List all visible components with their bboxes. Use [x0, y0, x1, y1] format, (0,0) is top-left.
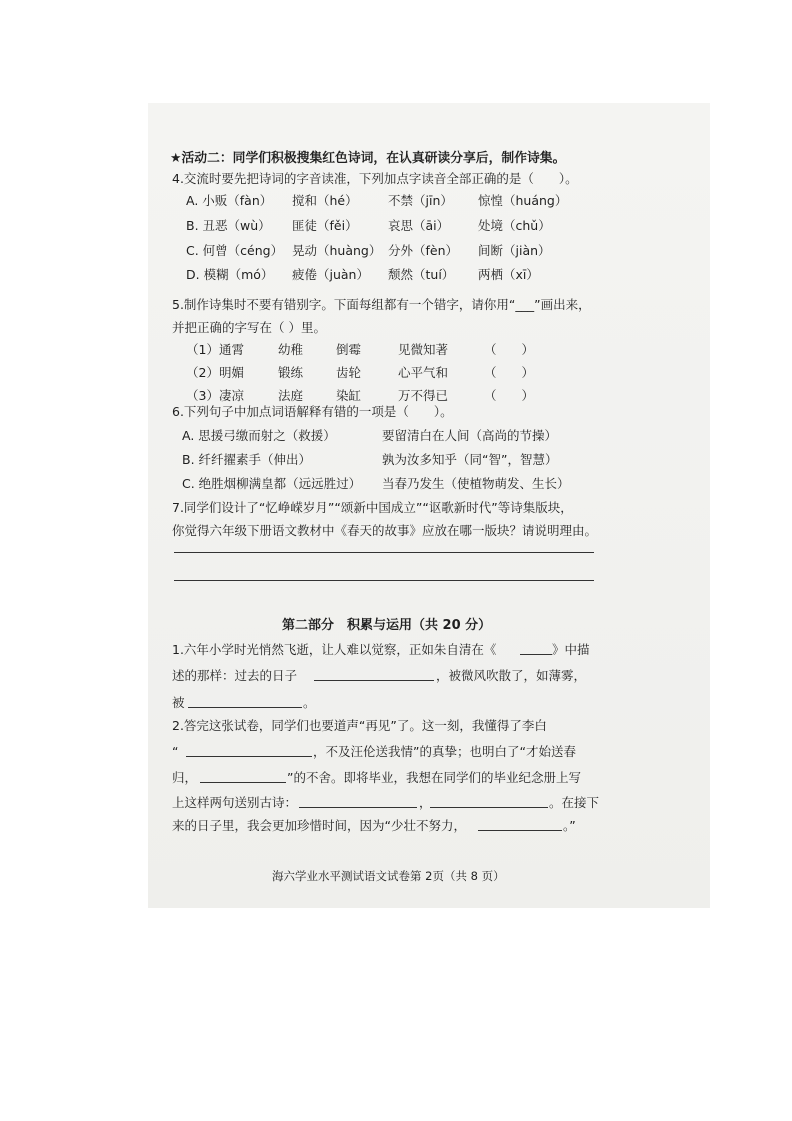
part2-q1-line3b: 。	[303, 695, 316, 710]
part2-title: 第二部分 积累与运用（共 20 分）	[282, 618, 492, 633]
q4-option-b-4: 处境（chǔ）	[478, 218, 551, 233]
q4-option-d-4: 两栖（xī）	[478, 267, 539, 282]
q5-row2-word2: 锻练	[278, 365, 304, 380]
part2-q2-line2b: ，不及汪伦送我情”的真挚；也明白了“才始送春	[313, 744, 576, 759]
q4-option-c-3: 分外（fèn）	[388, 243, 459, 258]
q5-row3-answer-box[interactable]: （ ）	[484, 388, 535, 403]
part2-q2-line2a: “	[172, 744, 179, 759]
part2-q2-line3a: 归，	[172, 770, 198, 785]
q6-option-b-right: 孰为汝多知乎（同“智”，智慧）	[382, 452, 558, 467]
part2-q2-blank4[interactable]	[430, 807, 548, 808]
q4-option-d-1: D. 模糊（mó）	[186, 267, 274, 282]
part2-q2-blank5[interactable]	[478, 830, 562, 831]
part2-q1-line1a: 1.六年小学时光悄然飞逝，让人难以觉察，正如朱自清在《	[172, 642, 497, 657]
q4-option-c-2: 晃动（huàng）	[292, 243, 382, 258]
q4-option-a-4: 惊惶（huáng）	[478, 193, 568, 208]
q5-row3-word2: 法庭	[278, 388, 304, 403]
part2-q2-line5a: 来的日子里，我会更加珍惜时间，因为“少壮不努力，	[172, 818, 466, 833]
q6-option-c-right: 当春乃发生（使植物萌发、生长）	[382, 476, 570, 491]
part2-q1-line1b: 》中描	[552, 642, 590, 657]
q6-option-c-left: C. 绝胜烟柳满皇都（远远胜过）	[182, 476, 362, 491]
part2-q1-line3a: 被	[172, 695, 185, 710]
q4-stem: 4.交流时要先把诗词的字音读准，下列加点字读音全部正确的是（ ）。	[172, 171, 578, 186]
part2-q1-blank2[interactable]	[314, 680, 434, 681]
q5-row2-word4: 心平气和	[398, 365, 449, 380]
q4-option-c-4: 间断（jiàn）	[478, 243, 551, 258]
q5-row2-word3: 齿轮	[336, 365, 362, 380]
q5-row1-word3: 倒霉	[336, 342, 362, 357]
q5-stem-line1: 5.制作诗集时不要有错别字。下面每组都有一个错字，请你用“___”画出来，	[172, 297, 591, 312]
part2-q2-blank3[interactable]	[299, 807, 417, 808]
q4-option-c-1: C. 何曾（céng）	[186, 243, 284, 258]
part2-q2-line4b: ，	[419, 795, 432, 810]
q7-answer-line-1[interactable]	[174, 552, 594, 553]
q5-row3-word3: 染缸	[336, 388, 362, 403]
q6-option-a-right: 要留清白在人间（高尚的节操）	[382, 428, 558, 443]
page-footer: 海六学业水平测试语文试卷第 2页（共 8 页）	[272, 869, 505, 883]
part2-q2-blank1[interactable]	[186, 756, 312, 757]
q4-option-b-3: 哀思（āi）	[388, 218, 450, 233]
q6-option-a-left: A. 思援弓缴而射之（救援）	[182, 428, 336, 443]
part2-q2-line5b: 。”	[563, 818, 576, 833]
q5-row1-word2: 幼稚	[278, 342, 304, 357]
q4-option-a-1: A. 小贩（fàn）	[186, 193, 273, 208]
q5-stem-line2: 并把正确的字写在（ ）里。	[172, 320, 326, 335]
part2-q2-line3b: ”的不舍。即将毕业，我想在同学们的毕业纪念册上写	[287, 770, 581, 785]
part2-q2-line1: 2.答完这张试卷，同学们也要道声“再见”了。这一刻，我懂得了李白	[172, 718, 547, 733]
q4-option-d-2: 疲倦（juàn）	[292, 267, 369, 282]
q5-row2-answer-box[interactable]: （ ）	[484, 365, 535, 380]
q5-row2-word1: （2）明媚	[186, 365, 244, 380]
q7-line2: 你觉得六年级下册语文教材中《春天的故事》应放在哪一版块？请说明理由。	[172, 523, 598, 538]
part2-q2-line4a: 上这样两句送别古诗：	[172, 795, 298, 810]
q5-row1-word1: （1）通霄	[186, 342, 244, 357]
q7-line1: 7.同学们设计了“忆峥嵘岁月”“颂新中国成立”“讴歌新时代”等诗集版块，	[172, 500, 573, 515]
q5-row3-word4: 万不得已	[398, 388, 449, 403]
activity2-heading: ★活动二：同学们积极搜集红色诗词，在认真研读分享后，制作诗集。	[170, 151, 566, 166]
q5-row3-word1: （3）凄凉	[186, 388, 244, 403]
q4-option-b-1: B. 丑恶（wù）	[186, 218, 271, 233]
part2-q2-blank2[interactable]	[200, 782, 286, 783]
q5-row1-word4: 见微知著	[398, 342, 449, 357]
q6-stem: 6.下列句子中加点词语解释有错的一项是（ ）。	[172, 404, 453, 419]
q4-option-d-3: 颓然（tuí）	[388, 267, 455, 282]
q7-answer-line-2[interactable]	[174, 580, 594, 581]
q4-option-a-3: 不禁（jīn）	[388, 193, 453, 208]
q4-option-b-2: 匪徒（fěi）	[292, 218, 358, 233]
part2-q1-line2a: 述的那样：过去的日子	[172, 668, 298, 683]
part2-q1-blank3[interactable]	[188, 707, 302, 708]
part2-q1-blank1[interactable]	[520, 654, 552, 655]
part2-q1-line2b: ，被微风吹散了，如薄雾，	[436, 668, 587, 683]
q5-row1-answer-box[interactable]: （ ）	[484, 342, 535, 357]
q4-option-a-2: 搅和（hé）	[292, 193, 358, 208]
q6-option-b-left: B. 纤纤擢素手（伸出）	[182, 452, 312, 467]
part2-q2-line4c: 。在接下	[549, 795, 600, 810]
